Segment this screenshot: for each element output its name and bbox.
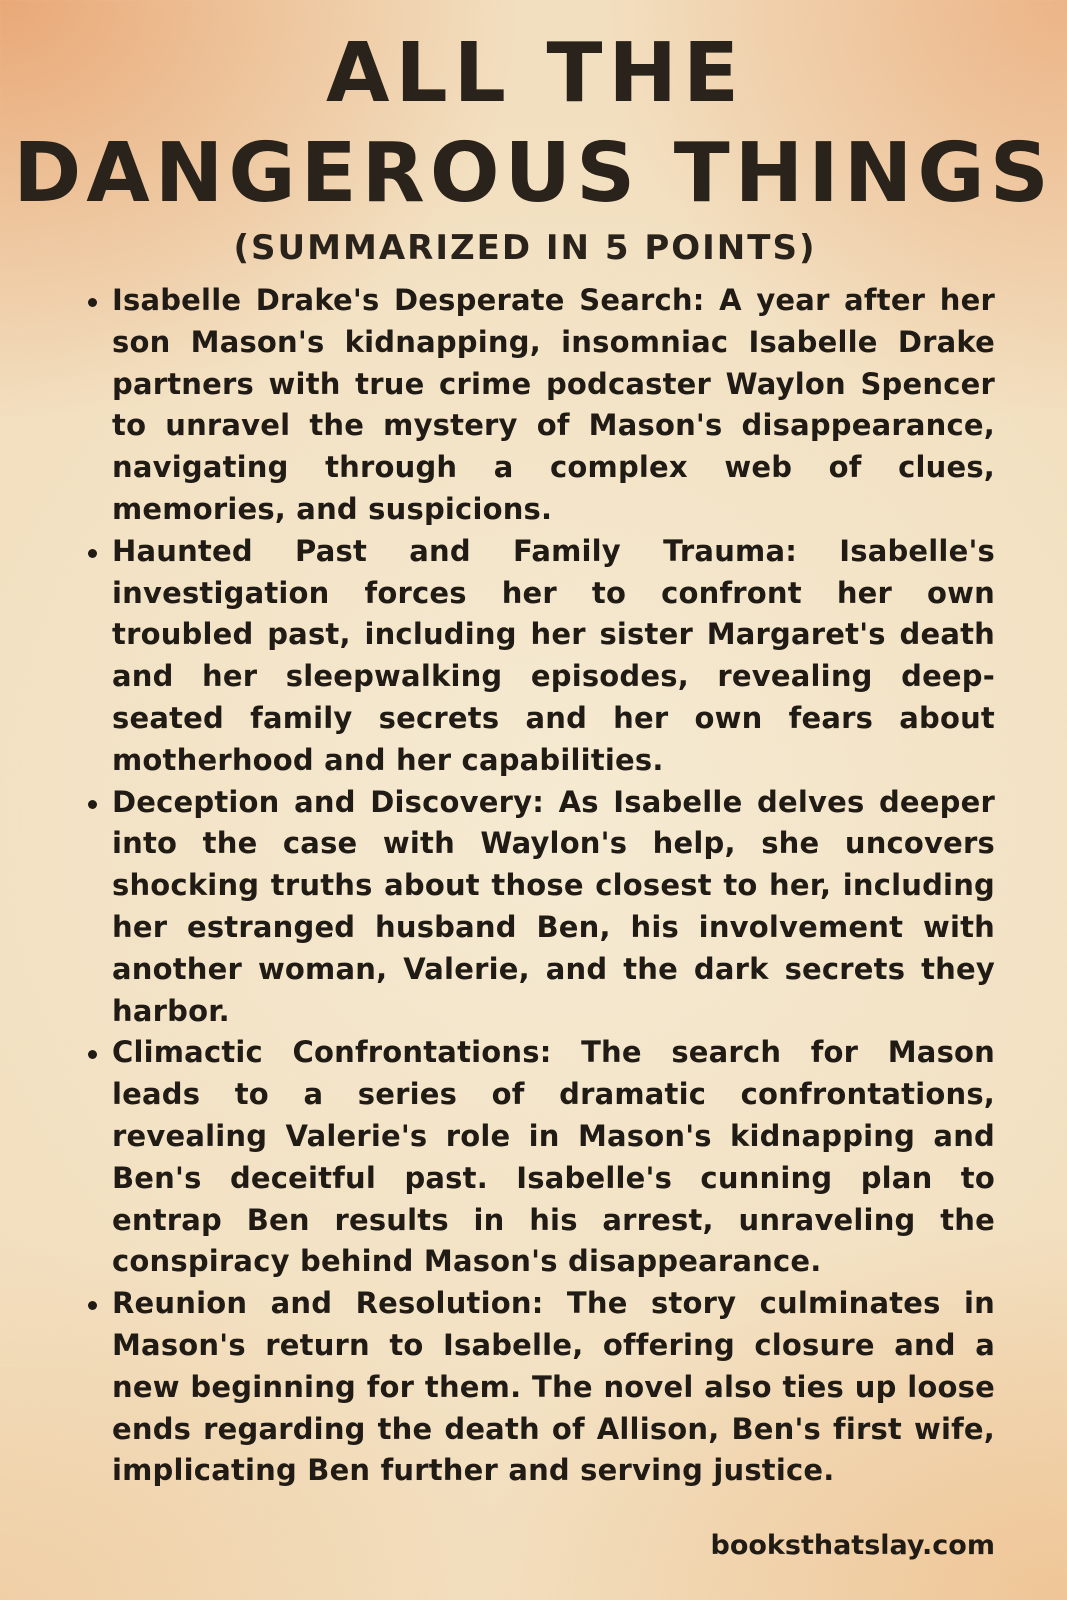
- website-credit: booksthatslay.com: [710, 1530, 995, 1561]
- bullet-icon: [88, 549, 97, 558]
- summary-point-2: [112, 531, 995, 782]
- bullet-icon: [88, 298, 97, 307]
- bullet-icon: [88, 1050, 97, 1059]
- title-line-1: ALL THE: [325, 26, 746, 121]
- summary-point-text: Climactic Confrontations: The search for Mason leads to a series of dramatic confrontations, revealing Valerie's role in Mason's kidnapping and Ben's deceitful past. Isabelle's cunning plan to entrap Ben results in his arrest, unraveling the conspiracy behind Mason's disappearance.: [112, 1035, 995, 1279]
- summary-point-1: [112, 280, 995, 531]
- summary-point-5: [112, 1283, 995, 1492]
- bullet-icon: [88, 1301, 97, 1310]
- summary-point-4: [112, 1032, 995, 1283]
- summary-point-3: [112, 782, 995, 1033]
- summary-point-text: Isabelle Drake's Desperate Search: A year after her son Mason's kidnapping, insomniac Isabelle Drake partners with true crime podcaster Waylon Spencer to unravel the mystery of Mason's disappearance, navigating through a complex web of clues, memories, and suspicions.: [112, 283, 995, 526]
- summary-points-list: [112, 280, 995, 1492]
- subtitle: (SUMMARIZED IN 5 POINTS): [233, 228, 817, 268]
- bullet-icon: [88, 800, 97, 809]
- title-line-2: DANGEROUS THINGS: [13, 126, 1054, 221]
- summary-point-text: Haunted Past and Family Trauma: Isabelle's investigation forces her to confront her own troubled past, including her sister Margaret's death and her sleepwalking episodes, revealing deep-seated family secrets and her own fears about motherhood and her capabilities.: [112, 533, 995, 777]
- summary-point-text: Deception and Discovery: As Isabelle delves deeper into the case with Waylon's help, she uncovers shocking truths about those closest to her, including her estranged husband Ben, his involvement with another woman, Valerie, and the dark secrets they harbor.: [112, 784, 995, 1028]
- summary-point-text: Reunion and Resolution: The story culminates in Mason's return to Isabelle, offering closure and a new beginning for them. The novel also ties up loose ends regarding the death of Allison, Ben's first wife, implicating Ben further and serving justice.: [112, 1286, 995, 1488]
